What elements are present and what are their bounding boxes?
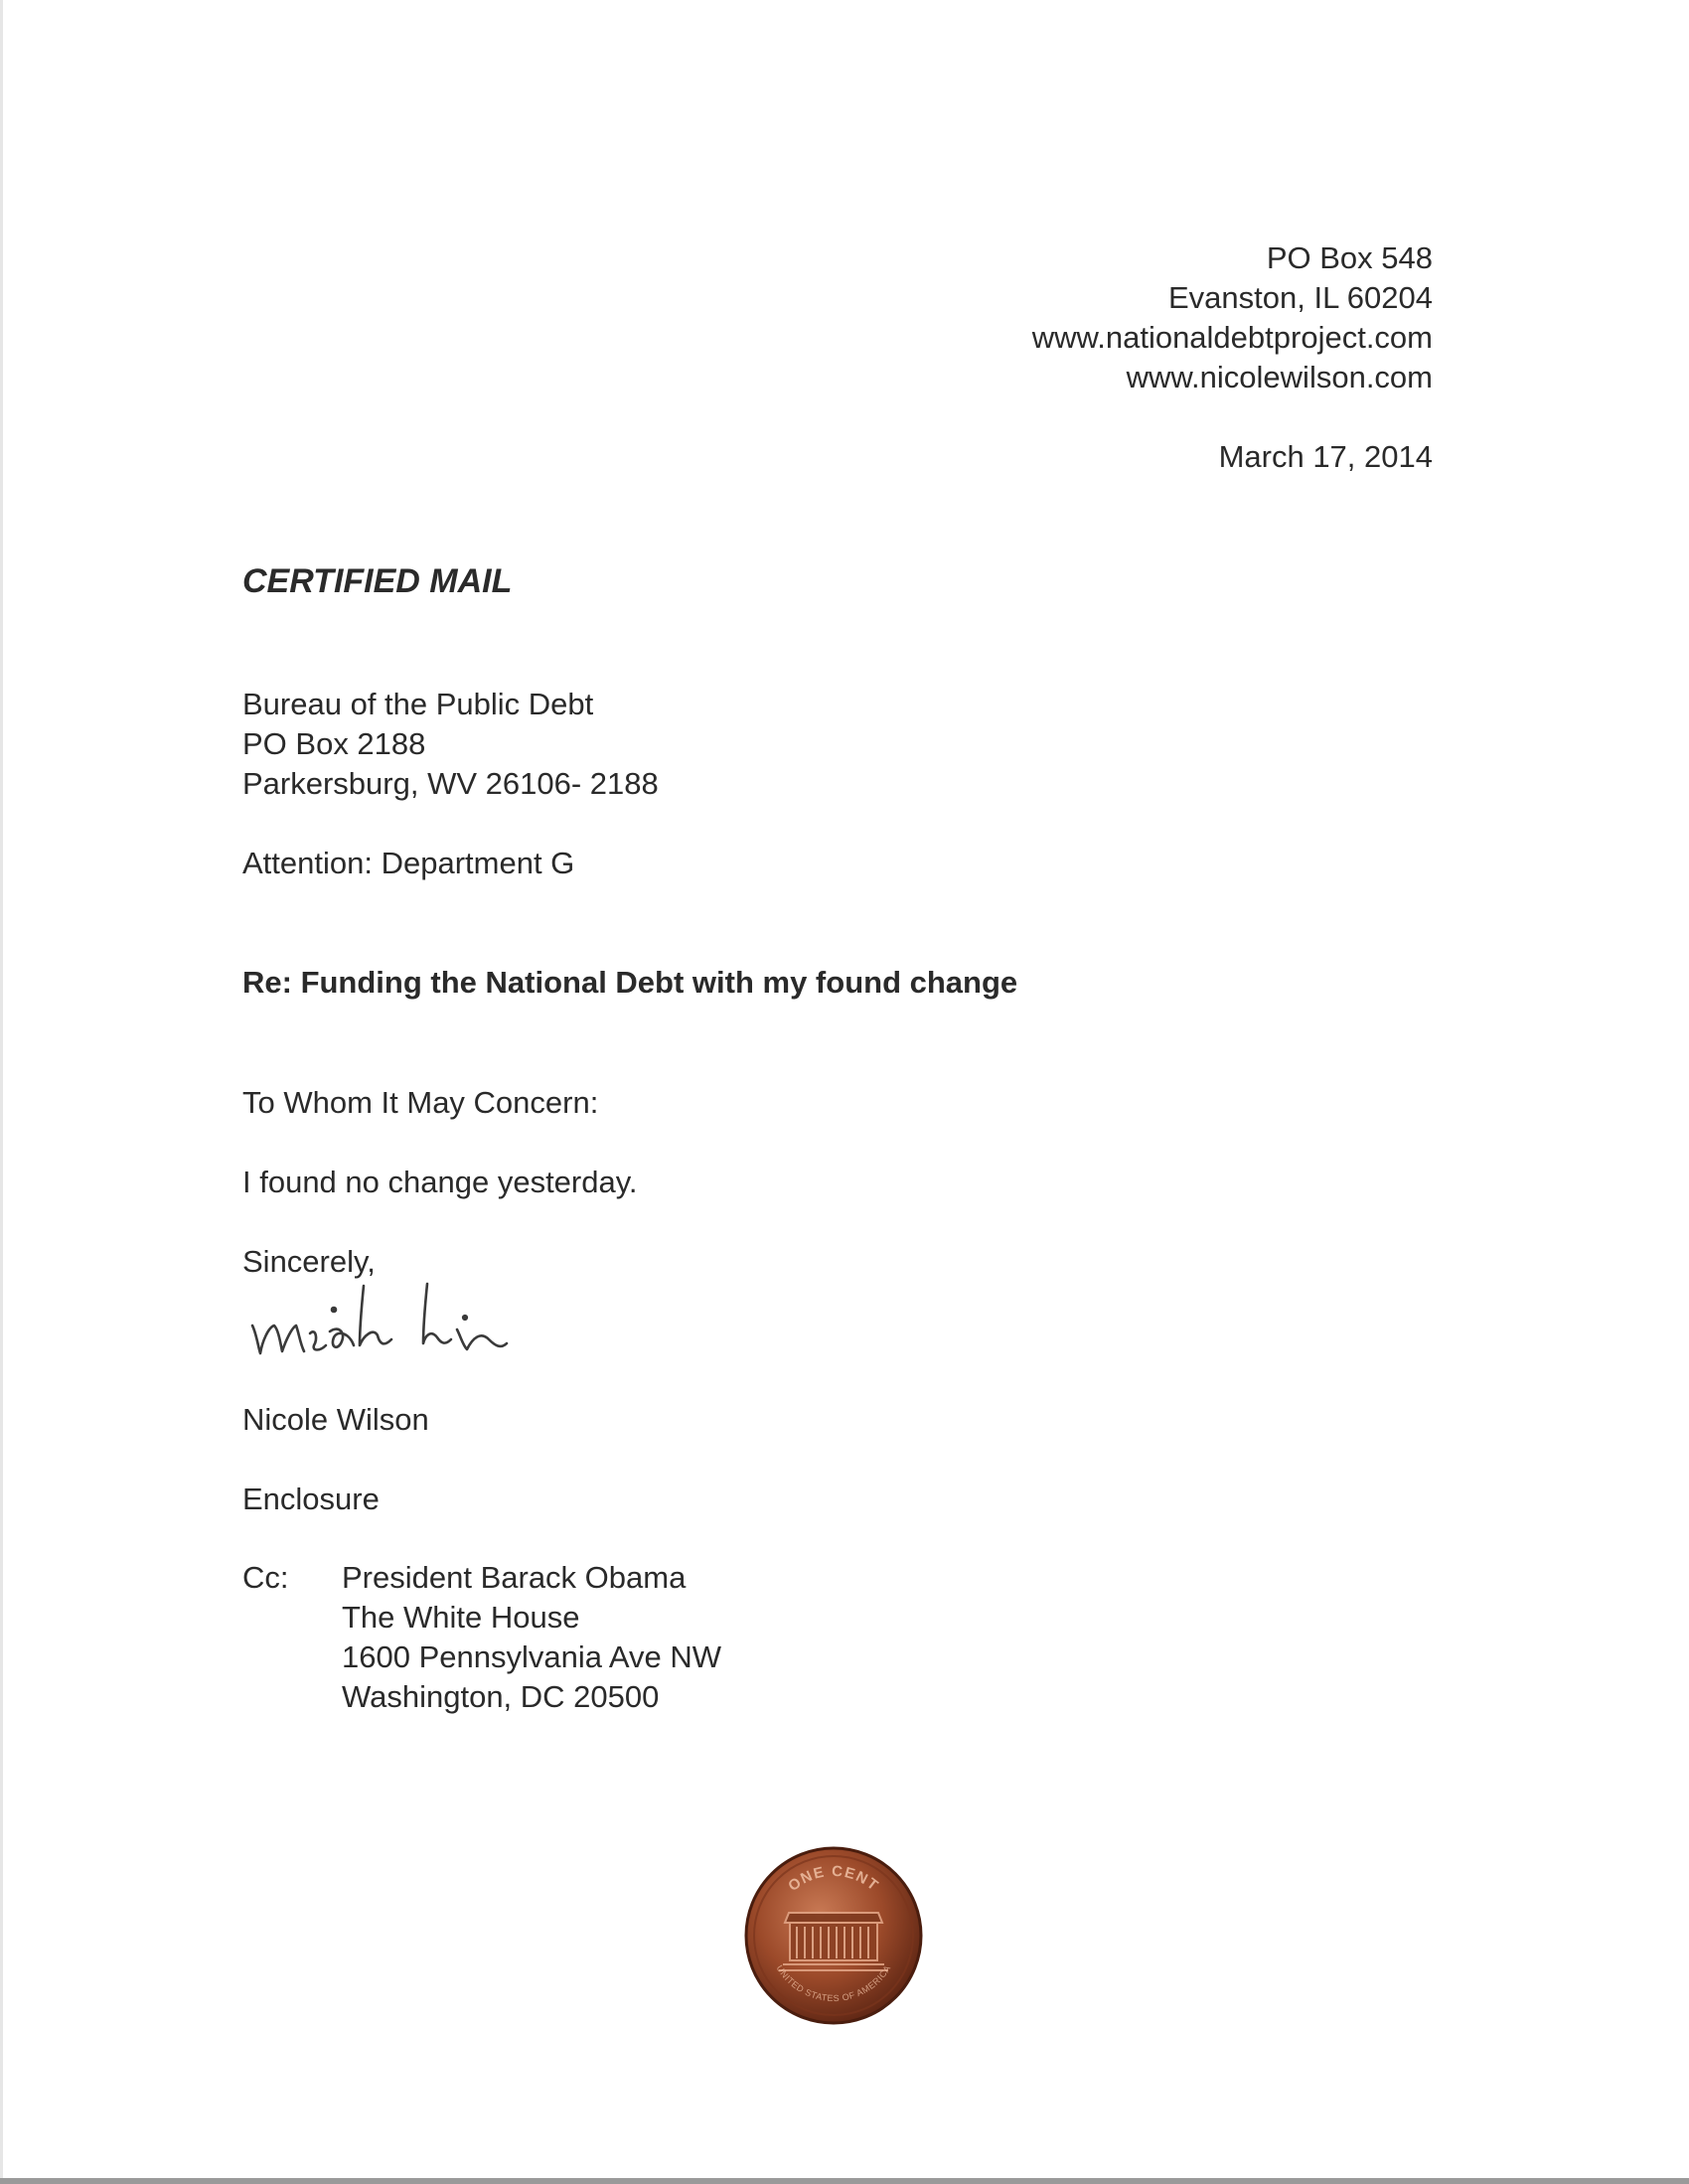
body-paragraph: I found no change yesterday. — [242, 1165, 638, 1199]
subject-line: Re: Funding the National Debt with my found change — [242, 965, 1018, 1000]
coin-bottom-text: UNITED STATES OF AMERICA — [774, 1962, 893, 2004]
cc-line: President Barack Obama — [342, 1560, 687, 1595]
recipient-line: Bureau of the Public Debt — [242, 687, 594, 721]
mail-type-heading: CERTIFIED MAIL — [242, 562, 513, 600]
sender-address — [1032, 238, 1433, 397]
sender-line: PO Box 548 — [1266, 240, 1433, 275]
signer-name: Nicole Wilson — [242, 1402, 429, 1437]
cc-label: Cc: — [242, 1560, 289, 1595]
penny-coin — [743, 1845, 924, 2026]
cc-recipient — [342, 1558, 721, 1717]
scan-left-edge — [0, 0, 3, 2184]
sender-line: Evanston, IL 60204 — [1168, 280, 1433, 315]
letter-date: March 17, 2014 — [1218, 439, 1433, 474]
salutation: To Whom It May Concern: — [242, 1085, 599, 1120]
recipient-line: Parkersburg, WV 26106- 2188 — [242, 766, 659, 801]
coin-top-text: ONE CENT — [785, 1862, 882, 1895]
closing: Sincerely, — [242, 1244, 376, 1279]
cc-line: 1600 Pennsylvania Ave NW — [342, 1639, 721, 1674]
cc-line: Washington, DC 20500 — [342, 1679, 660, 1714]
recipient-line: PO Box 2188 — [242, 726, 426, 761]
enclosure-note: Enclosure — [242, 1482, 380, 1516]
handwritten-signature — [246, 1282, 525, 1361]
sender-line: www.nicolewilson.com — [1126, 360, 1433, 394]
scan-bottom-edge — [0, 2178, 1689, 2184]
sender-line: www.nationaldebtproject.com — [1031, 320, 1433, 355]
attention-line: Attention: Department G — [242, 846, 575, 880]
cc-line: The White House — [342, 1600, 580, 1635]
